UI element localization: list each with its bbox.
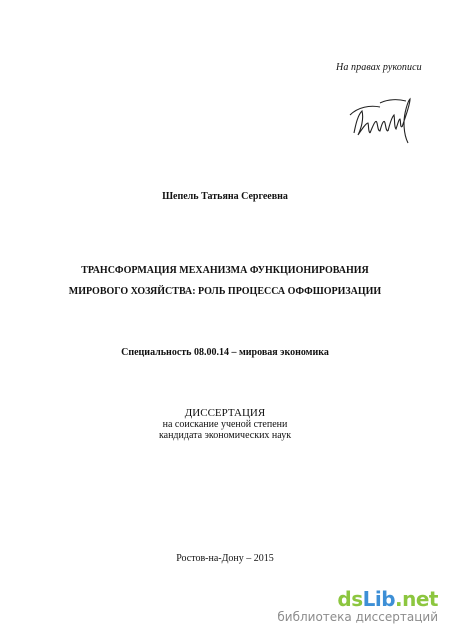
- dissertation-title: [0, 260, 450, 302]
- title-line-2: МИРОВОГО ХОЗЯЙСТВА: РОЛЬ ПРОЦЕССА ОФФШОРИЗАЦИИ: [68, 286, 382, 297]
- specialty: Специальность 08.00.14 – мировая экономика: [121, 347, 329, 358]
- handwritten-signature-icon: [344, 93, 416, 145]
- city-year: Ростов-на-Дону – 2015: [176, 553, 274, 564]
- brand-prefix: ds: [337, 587, 363, 611]
- title-line-1: ТРАНСФОРМАЦИЯ МЕХАНИЗМА ФУНКЦИОНИРОВАНИЯ: [81, 265, 369, 276]
- watermark[interactable]: [277, 588, 438, 624]
- watermark-brand[interactable]: [277, 588, 438, 610]
- brand-lib: Lib: [362, 587, 396, 611]
- degree-heading: ДИССЕРТАЦИЯ: [184, 407, 266, 419]
- degree-block: [0, 407, 450, 441]
- degree-line-1: на соискание ученой степени: [162, 419, 288, 430]
- brand-suffix: .net: [395, 587, 438, 611]
- degree-line-2: кандидата экономических наук: [158, 430, 292, 441]
- watermark-tagline: библиотека диссертаций: [277, 610, 438, 624]
- manuscript-note: На правах рукописи: [336, 62, 422, 73]
- author-name: Шепель Татьяна Сергеевна: [162, 191, 288, 202]
